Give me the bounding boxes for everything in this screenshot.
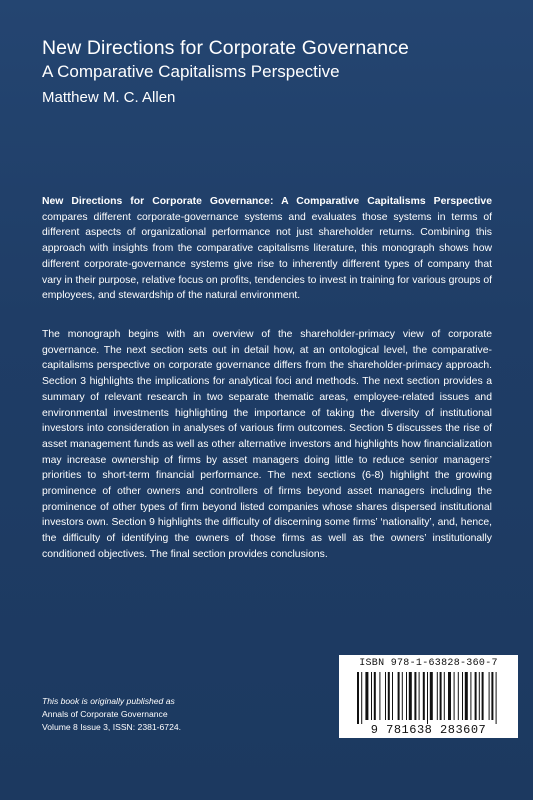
description-bold-title: New Directions for Corporate Governance: A Comparative Capitalisms Perspective: [42, 196, 492, 207]
publication-note-line-3: Volume 8 Issue 3, ISSN: 2381-6724.: [42, 722, 182, 732]
publication-note-line-2: Annals of Corporate Governance: [42, 709, 168, 719]
book-subtitle: A Comparative Capitalisms Perspective: [42, 62, 340, 81]
publication-note: [42, 695, 282, 734]
description-paragraph-1: [42, 194, 492, 304]
description-text: compares different corporate-governance systems and evaluates those systems in terms of different aspects of organizational performance not just shareholder returns. Combining this approach with insights from the comparative capitalisms literature, this monograph shows how different corporate-governance systems give rise to inherently different types of company that vary in their purpose, relative focus on profits, tendencies to invest in training for various groups of employees, and stewardship of the natural environment.: [42, 211, 492, 302]
book-author: Matthew M. C. Allen: [42, 89, 176, 106]
publication-note-line-1: This book is originally published as: [42, 696, 175, 706]
barcode-digits: 9 781638 283607: [370, 723, 487, 737]
book-title: New Directions for Corporate Governance: [42, 37, 409, 59]
isbn-label: ISBN 978-1-63828-360-7: [359, 658, 498, 669]
description-paragraph-2: The monograph begins with an overview of the shareholder-primacy view of corporate governance. The next section sets out in detail how, at an ontological level, the comparative-capitalisms perspective on corporate governance differs from the shareholder-primacy approach. Section 3 highlights the implications for analytical foci and methods. The next section provides a summary of relevant research in two separate thematic areas, employee-related issues and environmental investments highlighting the importance of taking the diversity of institutional investors into consideration in analyses of various firm outcomes. Section 5 discusses the rise of asset management funds as well as other alternative investors and highlights how financialization may increase ownership of firms by asset managers doing little to reduce senior managers’ priorities to short-term financial performance. The next sections (6-8) highlight the growing prominence of other owners and controllers of firms beyond asset managers including the prominence of other types of firm beyond listed companies whose shares dispersed institutional investors own. Section 9 highlights the difficulty of discerning some firms’ ‘nationality’, and, hence, the difficulty of identifying the owners of those firms as well as the owners’ institutionally conditioned objectives. The final section provides conclusions.: [42, 329, 492, 560]
isbn-barcode: [339, 655, 518, 738]
barcode-bars: [357, 672, 500, 724]
